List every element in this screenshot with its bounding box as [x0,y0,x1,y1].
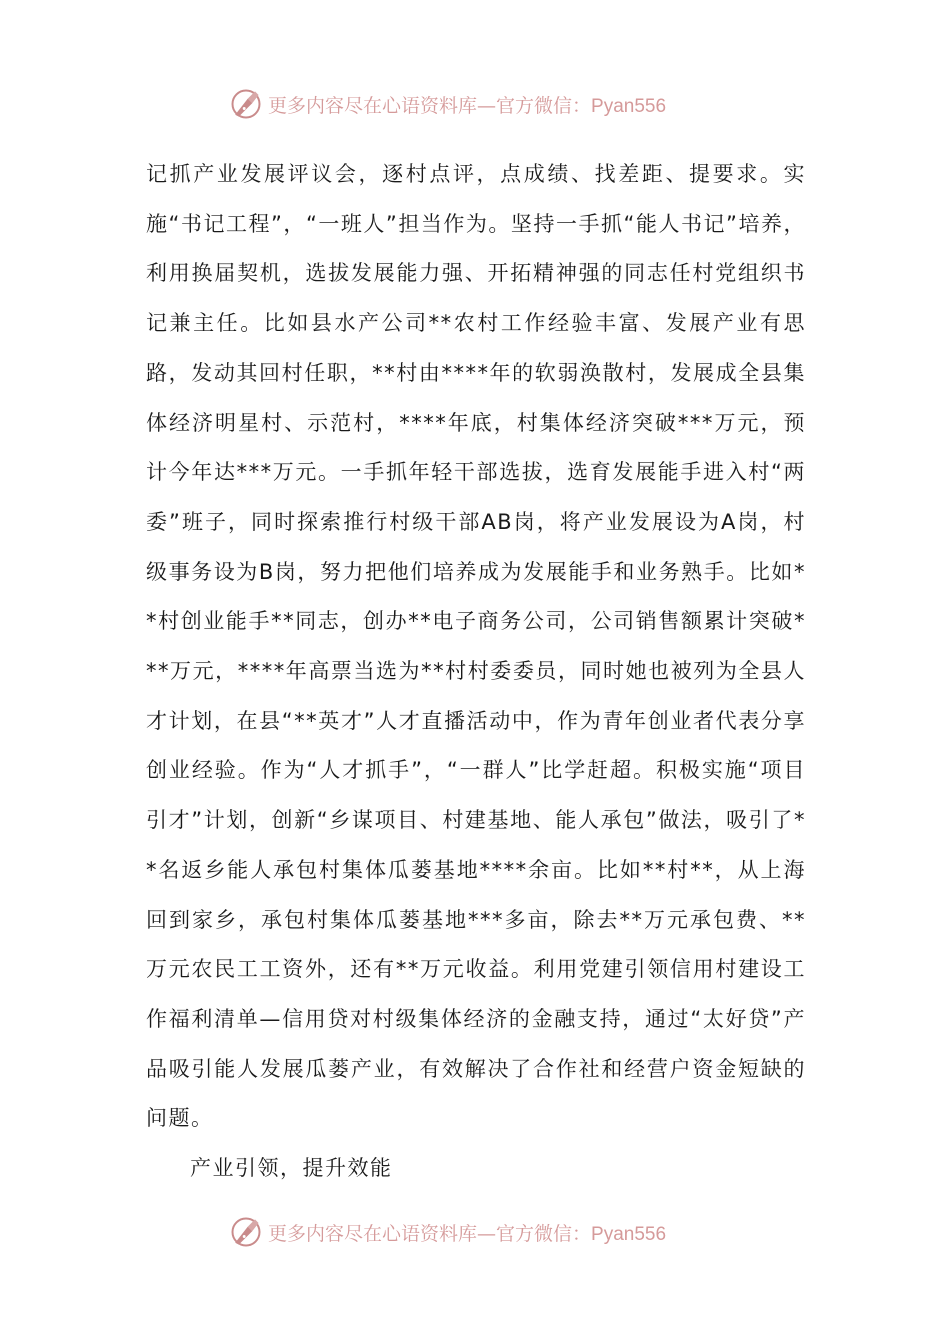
document-body [146,150,806,1194]
watermark-text [268,91,666,118]
pen-nib-logo-icon [228,1214,264,1250]
watermark-wechat-label: 官方微信： [496,94,592,117]
watermark-site-text: 更多内容尽在心语资料库 [268,94,478,117]
watermark-wechat-id: Pyan556 [591,1223,667,1245]
header-watermark [228,84,666,124]
watermark-dash: — [477,94,497,117]
footer-watermark [228,1212,666,1252]
watermark-wechat-label: 官方微信： [496,1222,592,1245]
section-heading: 产业引领，提升效能 [190,1156,393,1181]
watermark-text [268,1219,666,1246]
watermark-wechat-id: Pyan556 [591,95,667,117]
body-paragraph: 记抓产业发展评议会，逐村点评，点成绩、找差距、提要求。实施“书记工程”，“一班人”担当作为。坚持一手抓“能人书记”培养，利用换届契机，选拔发展能力强、开拓精神强的同志任村党组织书记兼主任。比如县水产公司**农村工作经验丰富、发展产业有思路，发动其回村任职，**村由****年的软弱涣散村，发展成全县集体经济明星村、示范村，****年底，村集体经济突破***万元，预计今年达***万元。一手抓年轻干部选拔，选育发展能手进入村“两委”班子，同时探索推行村级干部AB岗，将产业发展设为A岗，村级事务设为B岗，努力把他们培养成为发展能手和业务熟手。比如**村创业能手**同志，创办**电子商务公司，公司销售额累计突破***万元，****年高票当选为**村村委委员，同时她也被列为全县人才计划，在县“**英才”人才直播活动中，作为青年创业者代表分享创业经验。作为“人才抓手”，“一群人”比学赶超。积极实施“项目引才”计划，创新“乡谋项目、村建基地、能人承包”做法，吸引了**名返乡能人承包村集体瓜蒌基地****余亩。比如**村**，从上海回到家乡，承包村集体瓜蒌基地***多亩，除去**万元承包费、**万元农民工工资外，还有**万元收益。利用党建引领信用村建设工作福利清单—信用贷对村级集体经济的金融支持，通过“太好贷”产品吸引能人发展瓜蒌产业，有效解决了合作社和经营户资金短缺的问题。 [146,162,806,1131]
watermark-site-text: 更多内容尽在心语资料库 [268,1222,478,1245]
pen-nib-logo-icon [228,86,264,122]
watermark-dash: — [477,1222,497,1245]
